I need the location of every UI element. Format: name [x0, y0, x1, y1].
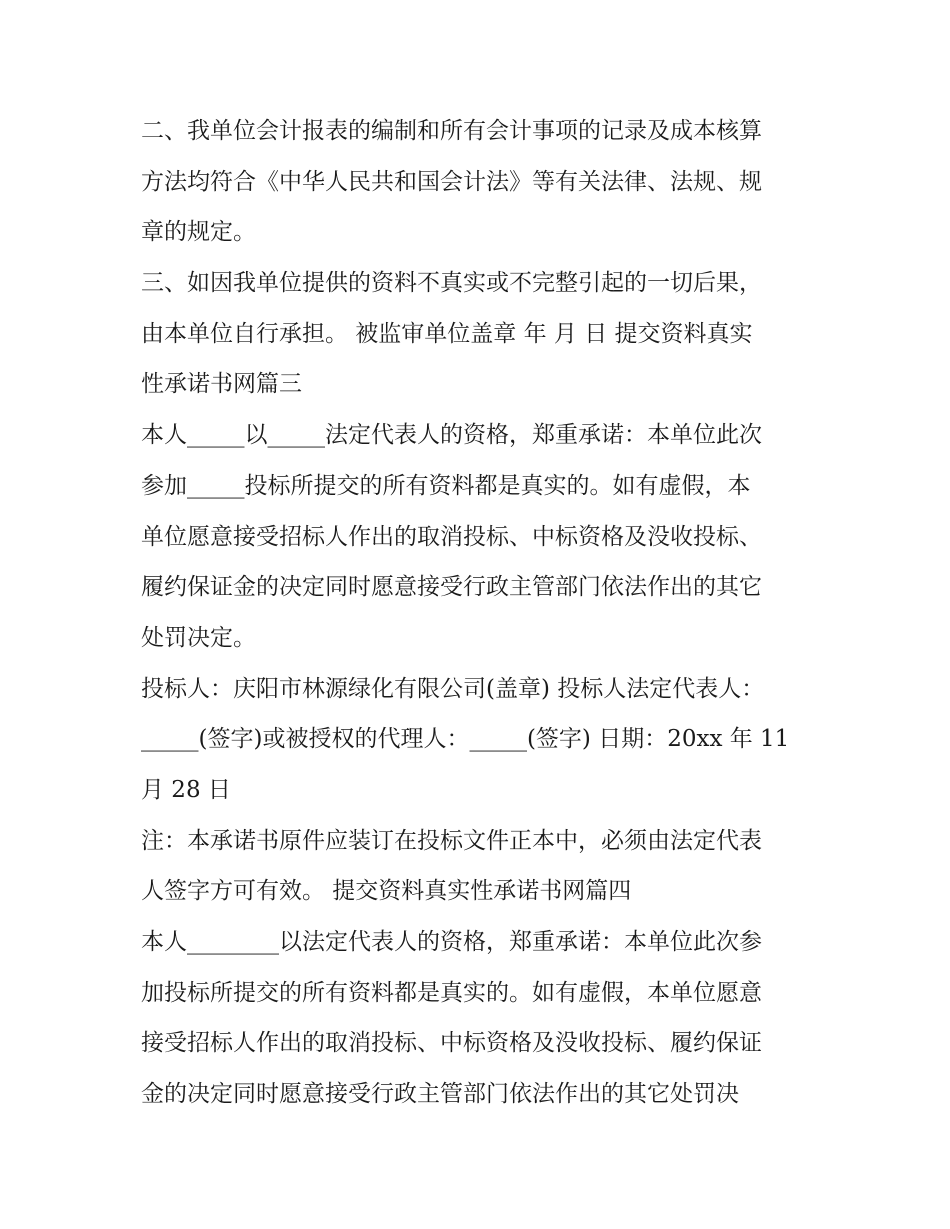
- text-line: 参加_____投标所提交的所有资料都是真实的。如有虚假，本: [141, 472, 751, 499]
- text-line: 履约保证金的决定同时愿意接受行政主管部门依法作出的其它: [141, 574, 762, 601]
- text-line: 本人________以法定代表人的资格，郑重承诺：本单位此次参: [141, 929, 762, 955]
- text-line: 处罚决定。: [141, 624, 256, 651]
- text-line: 三、如因我单位提供的资料不真实或不完整引起的一切后果，: [141, 270, 762, 297]
- text-line: 注：本承诺书原件应装订在投标文件正本中，必须由法定代表: [141, 827, 762, 854]
- text-line: 二、我单位会计报表的编制和所有会计事项的记录及成本核算: [141, 118, 762, 144]
- text-line: 月 28 日: [141, 776, 231, 803]
- text-line: 加投标所提交的所有资料都是真实的。如有虚假，本单位愿意: [141, 979, 762, 1006]
- text-line: 投标人：庆阳市林源绿化有限公司(盖章) 投标人法定代表人：: [141, 675, 765, 702]
- text-line: 本人_____以_____法定代表人的资格，郑重承诺：本单位此次: [141, 422, 762, 449]
- text-line: 接受招标人作出的取消投标、中标资格及没收投标、履约保证: [141, 1030, 762, 1057]
- text-line: 人签字方可有效。 提交资料真实性承诺书网篇四: [141, 878, 632, 905]
- text-line: _____(签字)或被授权的代理人：_____(签字) 日期：20xx 年 11: [141, 726, 790, 753]
- text-line: 章的规定。: [141, 219, 256, 246]
- text-line: 性承诺书网篇三: [141, 371, 302, 398]
- text-line: 方法均符合《中华人民共和国会计法》等有关法律、法规、规: [141, 168, 762, 195]
- text-line: 由本单位自行承担。 被监审单位盖章 年 月 日 提交资料真实: [141, 320, 753, 347]
- body-text: [141, 106, 821, 1120]
- text-line: 金的决定同时愿意接受行政主管部门依法作出的其它处罚决: [141, 1081, 739, 1108]
- text-line: 单位愿意接受招标人作出的取消投标、中标资格及没收投标、: [141, 523, 762, 550]
